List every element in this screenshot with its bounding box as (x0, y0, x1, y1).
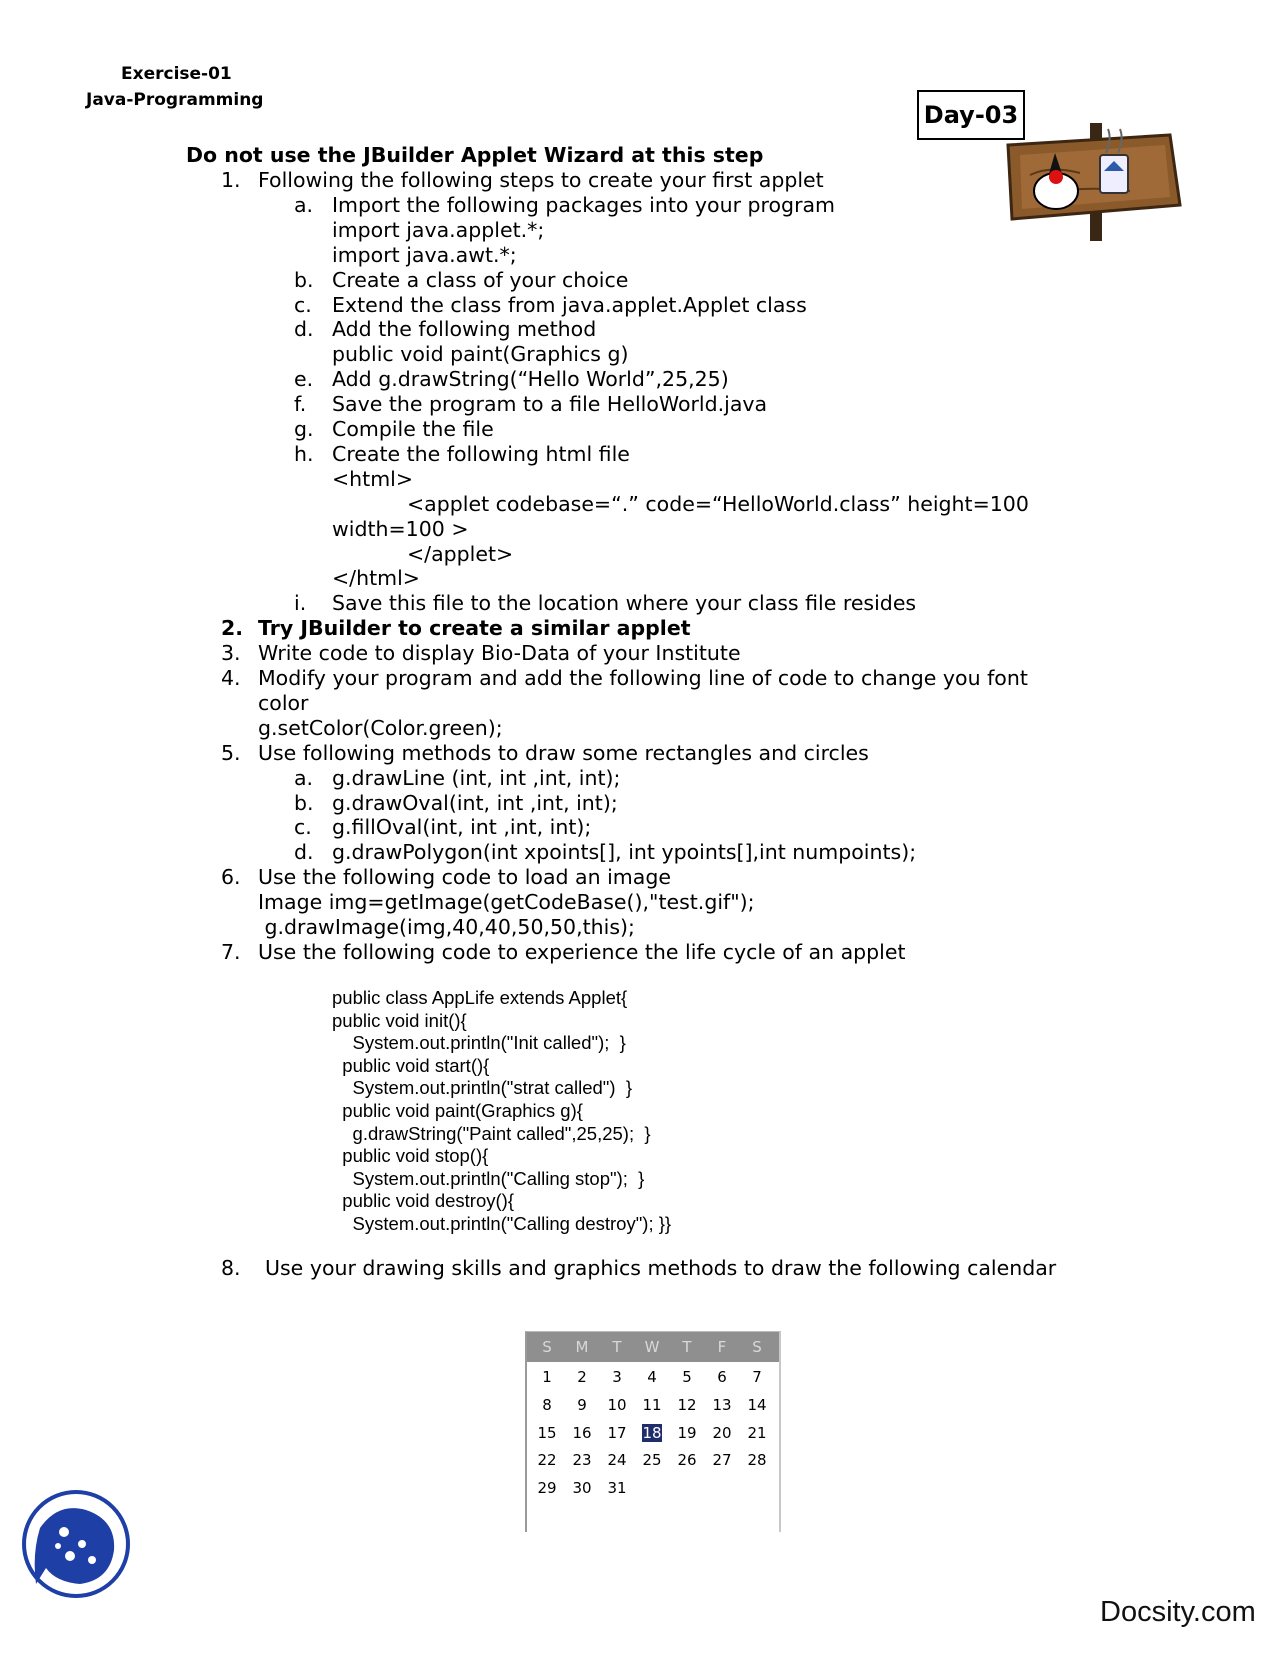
calendar-day[interactable]: 30 (572, 1479, 592, 1498)
calendar-day[interactable]: 6 (717, 1368, 727, 1386)
code-line: public void stop(){ (332, 1145, 489, 1167)
step-text: Save this file to the location where your class file resides (332, 591, 917, 616)
step-text: Modify your program and add the following line of code to change you font (258, 666, 1028, 690)
step-text: <html> (332, 466, 414, 491)
step-text: Image img=getImage(getCodeBase(),"test.gif"); (258, 890, 755, 915)
step-number: 4. (221, 666, 241, 690)
code-line: public void paint(Graphics g){ (332, 1099, 583, 1121)
item-8-number: 8. (221, 1256, 241, 1280)
calendar-day-name: W (644, 1338, 660, 1356)
calendar-widget (525, 1331, 781, 1532)
calendar-day[interactable]: 24 (607, 1451, 627, 1470)
duke-sign-illustration (990, 115, 1190, 245)
calendar-day[interactable]: 25 (642, 1451, 662, 1470)
item-8-text: Use your drawing skills and graphics methods to draw the following calendar (265, 1256, 1057, 1280)
step-text: Following the following steps to create your first applet (258, 168, 824, 192)
step-number: d. (294, 317, 314, 342)
calendar-day-name: F (717, 1338, 727, 1356)
step-number: a. (294, 192, 314, 217)
step-number: 1. (221, 168, 241, 192)
calendar-day[interactable]: 20 (712, 1423, 732, 1442)
step-number: h. (294, 441, 314, 466)
code-line: g.drawString("Paint called",25,25); } (332, 1122, 651, 1144)
calendar-day-name: M (575, 1338, 589, 1356)
calendar-day-name: T (682, 1338, 692, 1356)
calendar-day-name: S (752, 1338, 762, 1356)
step-text: Use the following code to load an image (258, 865, 671, 890)
step-text: g.drawOval(int, int ,int, int); (332, 790, 618, 815)
code-line: public void init(){ (332, 1009, 467, 1031)
code-block (332, 987, 671, 1236)
section-heading: Do not use the JBuilder Applet Wizard at this step (186, 143, 764, 167)
step-text: g.fillOval(int, int ,int, int); (332, 815, 592, 840)
step-text: Add g.drawString(“Hello World”,25,25) (332, 367, 729, 392)
calendar-day[interactable]: 5 (682, 1368, 692, 1386)
step-number: 3. (221, 641, 241, 666)
code-line: System.out.println("strat called") } (332, 1077, 632, 1099)
step-text: import java.applet.*; (332, 217, 545, 242)
step-text: Save the program to a file HelloWorld.java (332, 392, 768, 417)
step-text: <applet codebase=“.” code=“HelloWorld.class” height=100 (407, 491, 1029, 516)
step-text: color (258, 690, 309, 715)
code-line: System.out.println("Calling destroy"); }} (332, 1212, 672, 1234)
step-text: Use the following code to experience the life cycle of an applet (258, 939, 906, 964)
step-number: f. (294, 392, 307, 417)
calendar-day[interactable]: 31 (607, 1479, 627, 1498)
step-number: a. (294, 765, 314, 790)
step-text: Try JBuilder to create a similar applet (258, 616, 691, 641)
step-number: e. (294, 367, 314, 392)
calendar-day[interactable]: 21 (747, 1423, 767, 1442)
calendar-day[interactable]: 22 (537, 1451, 557, 1470)
code-line: public void start(){ (332, 1054, 490, 1076)
docsity-brand: Docsity.com (1100, 1596, 1256, 1628)
calendar-day[interactable]: 7 (752, 1368, 762, 1386)
step-number: 5. (221, 740, 241, 765)
step-number: d. (294, 840, 314, 865)
calendar-day-name: T (612, 1338, 622, 1356)
step-number: i. (294, 591, 307, 616)
docsity-logo-icon (20, 1488, 132, 1600)
calendar-day[interactable]: 8 (542, 1395, 552, 1414)
step-text: import java.awt.*; (332, 242, 517, 267)
step-text: Create the following html file (332, 441, 630, 466)
calendar-day[interactable]: 23 (572, 1451, 592, 1470)
step-text: public void paint(Graphics g) (332, 342, 629, 367)
calendar-day[interactable]: 28 (747, 1451, 767, 1470)
step-text: Create a class of your choice (332, 267, 629, 292)
calendar-day[interactable]: 12 (677, 1395, 697, 1414)
calendar-day[interactable]: 1 (542, 1368, 552, 1386)
calendar-day[interactable]: 26 (677, 1451, 697, 1470)
calendar-day-selected[interactable]: 18 (642, 1423, 662, 1442)
step-text: </html> (332, 566, 420, 591)
calendar-day[interactable]: 15 (537, 1423, 557, 1442)
step-text: g.drawImage(img,40,40,50,50,this); (258, 915, 635, 939)
course-title: Java-Programming (86, 90, 264, 110)
step-text: g.drawLine (int, int ,int, int); (332, 765, 621, 790)
calendar-day[interactable]: 9 (577, 1395, 587, 1414)
step-text: g.drawPolygon(int xpoints[], int ypoints[],int numpoints); (332, 840, 917, 865)
step-text: Write code to display Bio-Data of your Institute (258, 641, 741, 666)
code-line: System.out.println("Calling stop"); } (332, 1167, 645, 1189)
step-text: Add the following method (332, 317, 597, 342)
step-number: 6. (221, 865, 241, 890)
calendar-day[interactable]: 16 (572, 1423, 592, 1442)
calendar-day[interactable]: 13 (712, 1395, 732, 1414)
step-number: b. (294, 267, 314, 292)
step-number: c. (294, 815, 312, 840)
step-text: width=100 > (332, 516, 469, 541)
calendar-day[interactable]: 11 (642, 1395, 662, 1414)
step-text: Import the following packages into your program (332, 192, 836, 217)
step-text: g.setColor(Color.green); (258, 715, 503, 740)
step-number: 2. (221, 616, 244, 641)
step-number: g. (294, 417, 314, 441)
day-label: Day-03 (917, 90, 1025, 140)
step-text: Use following methods to draw some rectangles and circles (258, 740, 869, 765)
exercise-title: Exercise-01 (121, 64, 232, 84)
calendar-day[interactable]: 3 (612, 1368, 622, 1386)
calendar-day-name: S (542, 1338, 552, 1356)
calendar-day[interactable]: 10 (607, 1395, 627, 1414)
step-number: b. (294, 790, 314, 815)
code-line: public void destroy(){ (332, 1190, 515, 1212)
step-text: Extend the class from java.applet.Applet class (332, 292, 807, 317)
calendar-day[interactable]: 4 (647, 1368, 657, 1386)
step-text: </applet> (407, 541, 514, 566)
calendar-day[interactable]: 27 (712, 1451, 732, 1470)
code-line: public class AppLife extends Applet{ (332, 987, 628, 1008)
step-text: Compile the file (332, 417, 494, 441)
calendar-day[interactable]: 2 (577, 1368, 587, 1386)
calendar-day[interactable]: 29 (537, 1479, 557, 1498)
calendar-day[interactable]: 19 (677, 1423, 697, 1442)
calendar-day[interactable]: 17 (607, 1423, 627, 1442)
step-number: 7. (221, 939, 241, 964)
code-line: System.out.println("Init called"); } (332, 1032, 626, 1054)
step-number: c. (294, 292, 312, 317)
calendar-day[interactable]: 14 (747, 1395, 767, 1414)
